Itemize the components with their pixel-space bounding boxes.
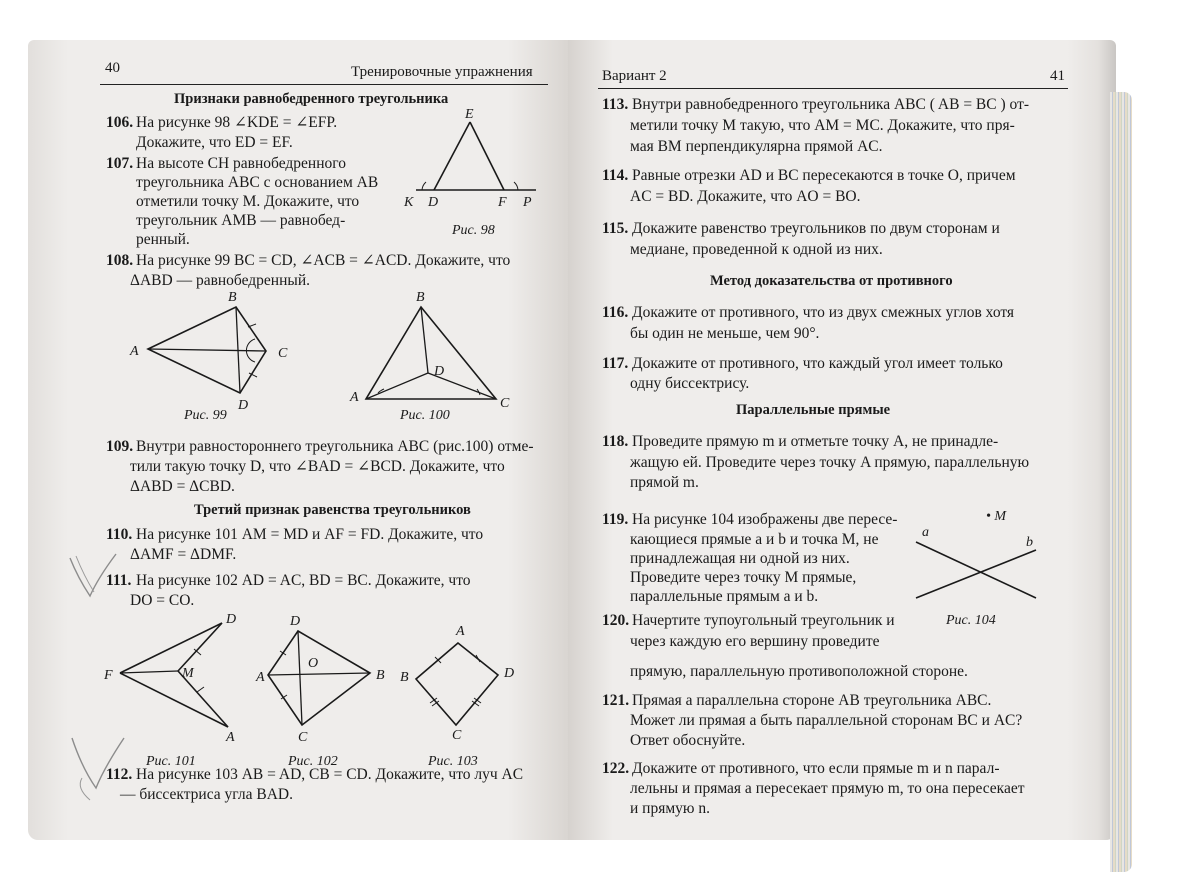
line-label: b	[1026, 535, 1033, 550]
vertex-label: D	[434, 364, 445, 379]
vertex-label: A	[226, 730, 235, 745]
problem-line: жащую ей. Проведите через точку A прямую, параллельную	[630, 454, 1030, 471]
problem-line: На рисунке 104 изображены две пересе-	[632, 511, 898, 528]
vertex-label: C	[500, 396, 510, 411]
problem-line: На высоте CH равнобедренного	[136, 155, 346, 172]
vertex-label: D	[226, 612, 237, 627]
vertex-label: A	[456, 624, 465, 639]
figure-caption: Рис. 104	[946, 613, 996, 628]
figure-caption: Рис. 101	[146, 754, 196, 769]
figure-caption: Рис. 102	[288, 754, 338, 769]
problem-line: На рисунке 98 ∠KDE = ∠EFP.	[136, 114, 338, 131]
problem-number: 106.	[106, 114, 134, 131]
header-rule	[100, 84, 548, 85]
problem-line: ΔABD — равнобедренный.	[130, 272, 310, 289]
problem-number: 121.	[602, 692, 630, 709]
figure-100	[346, 290, 526, 425]
problem-line: На рисунке 103 AB = AD, CB = CD. Докажите, что луч AC	[136, 766, 524, 783]
vertex-label: M	[182, 666, 194, 681]
problem-line: AC = BD. Докажите, что AO = BO.	[630, 188, 861, 205]
vertex-label: C	[298, 730, 308, 745]
vertex-label: C	[278, 346, 288, 361]
problem-line: Ответ обоснуйте.	[630, 732, 746, 749]
problem-line: принадлежащая ни одной из них.	[630, 550, 850, 567]
problem-number: 112.	[106, 766, 133, 783]
problem-line: медиане, проведенной к одной из них.	[630, 241, 883, 258]
left-page	[28, 40, 568, 840]
problem-line: Докажите от противного, что из двух смежных углов хотя	[632, 304, 1015, 321]
problem-number: 113.	[602, 96, 629, 113]
vertex-label: D	[238, 398, 249, 413]
figure-98	[398, 107, 548, 244]
problem-number: 116.	[602, 304, 629, 321]
problem-number: 107.	[106, 155, 134, 172]
problem-line: отметили точку M. Докажите, что	[136, 193, 360, 210]
problem-line: треугольника ABC с основанием AB	[136, 174, 379, 191]
vertex-label: F	[104, 668, 113, 683]
page-number: 41	[1050, 68, 1065, 84]
figure-caption: Рис. 103	[428, 754, 478, 769]
vertex-label: A	[130, 344, 139, 359]
vertex-label: E	[465, 107, 474, 122]
problem-number: 118.	[602, 433, 629, 450]
vertex-label: B	[228, 290, 237, 305]
vertex-label: A	[350, 390, 359, 405]
problem-line: ренный.	[136, 231, 190, 248]
point-label: • M	[986, 509, 1007, 524]
vertex-label: B	[400, 670, 409, 685]
problem-line: Проведите через точку M прямые,	[630, 569, 857, 586]
figure-103	[396, 615, 536, 769]
pencil-checkmark	[64, 548, 124, 608]
figure-99	[124, 290, 304, 425]
problem-line: Начертите тупоугольный треугольник и	[632, 612, 895, 629]
problem-line: Равные отрезки AD и BC пересекаются в точке O, причем	[632, 167, 1016, 184]
problem-line: лельны и прямая a пересекает прямую m, то она пересекает	[630, 780, 1025, 797]
page-number: 40	[105, 60, 120, 76]
problem-line: ΔAMF = ΔDMF.	[130, 546, 237, 563]
problem-number: 115.	[602, 220, 629, 237]
pencil-checkmark	[66, 728, 136, 808]
figure-102	[252, 614, 385, 769]
problem-line: треугольник AMB — равнобед-	[136, 212, 346, 229]
vertex-label: D	[504, 666, 515, 681]
problem-line: кающиеся прямые a и b и точка M, не	[630, 531, 879, 548]
vertex-label: C	[452, 728, 462, 743]
problem-line: метили точку M такую, что AM = MC. Докажите, что пря-	[630, 117, 1015, 134]
problem-line: прямую, параллельную противоположной стороне.	[630, 663, 968, 680]
problem-line: и прямую n.	[630, 800, 710, 817]
problem-line: На рисунке 102 AD = AC, BD = BC. Докажите, что	[136, 572, 471, 589]
problem-number: 122.	[602, 760, 630, 777]
problem-number: 120.	[602, 612, 630, 629]
problem-line: — биссектриса угла BAD.	[120, 786, 293, 803]
section-title: Третий признак равенства треугольников	[194, 502, 471, 518]
problem-line: ΔABD = ΔCBD.	[130, 478, 235, 495]
figure-caption: Рис. 98	[452, 223, 495, 238]
running-head: Вариант 2	[602, 68, 667, 84]
problem-line: тили такую точку D, что ∠BAD = ∠BCD. Докажите, что	[130, 458, 505, 475]
problem-number: 110.	[106, 526, 133, 543]
problem-line: Прямая a параллельна стороне AB треугольника ABC.	[632, 692, 992, 709]
problem-line: Докажите от противного, что каждый угол имеет только	[632, 355, 1003, 372]
right-page	[568, 40, 1116, 840]
problem-line: Внутри равнобедренного треугольника ABC ( AB = BC ) от-	[632, 96, 1030, 113]
problem-line: мая BM перпендикулярна прямой AC.	[630, 138, 883, 155]
problem-line: Внутри равностороннего треугольника ABC (рис.100) отме-	[136, 438, 534, 455]
figure-caption: Рис. 99	[184, 408, 227, 423]
problem-line: Докажите от противного, что если прямые m и n парал-	[632, 760, 1000, 777]
vertex-label: A	[256, 670, 265, 685]
vertex-label: D	[428, 195, 439, 210]
vertex-label: B	[416, 290, 425, 305]
problem-line: одну биссектрису.	[630, 375, 750, 392]
problem-line: прямой m.	[630, 474, 699, 491]
header-rule	[598, 88, 1068, 89]
problem-line: DO = CO.	[130, 592, 195, 609]
vertex-label: P	[523, 195, 532, 210]
line-label: a	[922, 525, 929, 540]
problem-line: Докажите, что ED = EF.	[136, 134, 293, 151]
section-title: Параллельные прямые	[736, 402, 891, 418]
problem-line: На рисунке 101 AM = MD и AF = FD. Докажите, что	[136, 526, 484, 543]
problem-line: На рисунке 99 BC = CD, ∠ACB = ∠ACD. Докажите, что	[136, 252, 511, 269]
vertex-label: O	[308, 656, 319, 671]
problem-line: Проведите прямую m и отметьте точку A, не принадле-	[632, 433, 999, 450]
vertex-label: F	[498, 195, 507, 210]
problem-line: Может ли прямая a быть параллельной сторонам BC и AC?	[630, 712, 1023, 729]
open-book	[28, 40, 1108, 840]
vertex-label: B	[376, 668, 385, 683]
running-head: Тренировочные упражнения	[351, 64, 533, 80]
section-title: Признаки равнобедренного треугольника	[174, 91, 449, 107]
figure-caption: Рис. 100	[400, 408, 450, 423]
problem-number: 117.	[602, 355, 629, 372]
problem-number: 114.	[602, 167, 629, 184]
problem-number: 108.	[106, 252, 134, 269]
problem-number: 111.	[106, 572, 132, 589]
section-title: Метод доказательства от противного	[710, 273, 953, 289]
problem-line: бы один не меньше, чем 90°.	[630, 325, 820, 342]
vertex-label: D	[290, 614, 301, 629]
problem-line: Докажите равенство треугольников по двум сторонам и	[632, 220, 1000, 237]
figure-104	[912, 506, 1052, 636]
problem-number: 109.	[106, 438, 134, 455]
vertex-label: K	[404, 195, 414, 210]
problem-line: параллельные прямым a и b.	[630, 588, 819, 605]
page-edges	[1110, 92, 1132, 872]
problem-line: через каждую его вершину проведите	[630, 633, 880, 650]
problem-number: 119.	[602, 511, 629, 528]
